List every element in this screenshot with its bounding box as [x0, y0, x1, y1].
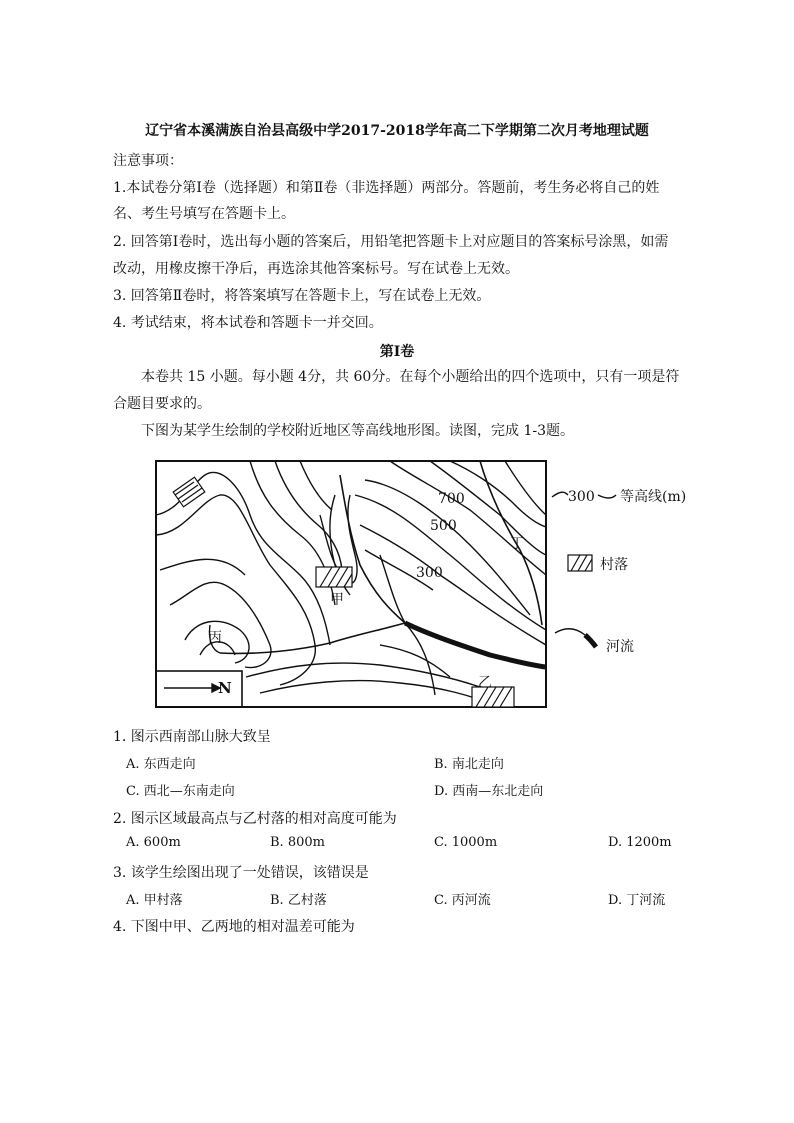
question-2-option-d: D. 1200m [608, 835, 672, 850]
question-3-option-b: B. 乙村落 [270, 893, 327, 908]
notice-item-1-line-2: 名、考生号填写在答题卡上。 [113, 206, 295, 222]
question-2-option-a: A. 600m [126, 835, 181, 850]
contour-label-300: 300 [416, 565, 443, 581]
legend-village-symbol [568, 555, 592, 571]
label-ding: 丁 [510, 536, 524, 552]
legend-river-line [555, 629, 585, 635]
notice-item-2-line-1: 2. 回答第Ⅰ卷时，选出每小题的答案后，用铅笔把答题卡上对应题目的答案标号涂黑，如需 [113, 234, 669, 250]
figure-intro: 下图为某学生绘制的学校附近地区等高线地形图。读图，完成 1-3题。 [141, 423, 574, 439]
section-title: 第Ⅰ卷 [379, 344, 415, 360]
question-3-option-a: A. 甲村落 [126, 893, 183, 908]
contour-line [156, 495, 315, 685]
notice-item-1-line-1: 1.本试卷分第Ⅰ卷（选择题）和第Ⅱ卷（非选择题）两部分。答题前，考生务必将自己的姓 [113, 180, 660, 196]
contour-line [160, 559, 245, 575]
map-legend [552, 488, 686, 655]
question-3-option-d: D. 丁河流 [608, 893, 666, 908]
question-4-stem: 4. 下图中甲、乙两地的相对温差可能为 [113, 919, 355, 935]
label-jia: 甲 [330, 592, 344, 608]
contour-line [390, 461, 546, 575]
question-2-option-c: C. 1000m [434, 835, 498, 850]
village-symbol-jia [316, 567, 352, 587]
question-1-stem: 1. 图示西南部山脉大致呈 [113, 729, 271, 745]
notice-item-4: 4. 考试结束，将本试卷和答题卡一并交回。 [113, 315, 383, 331]
page-title: 辽宁省本溪满族自治县高级中学2017-2018学年高二下学期第二次月考地理试题 [145, 123, 649, 139]
question-1-option-c: C. 西北—东南走向 [126, 784, 235, 799]
contour-line [505, 461, 546, 515]
label-bing: 丙 [208, 630, 222, 646]
notice-item-3: 3. 回答第Ⅱ卷时，将答案填写在答题卡上，写在试卷上无效。 [113, 288, 491, 304]
contour-map [150, 455, 687, 710]
label-yi: 乙 [478, 675, 492, 691]
legend-contour-line [552, 492, 568, 497]
legend-river-line-thick [585, 635, 596, 647]
contour-line [170, 582, 271, 667]
contour-label-500: 500 [430, 518, 457, 534]
river-line [220, 623, 405, 653]
question-1-option-a: A. 东西走向 [126, 757, 196, 772]
north-label: N [218, 679, 232, 697]
legend-river-label: 河流 [606, 639, 634, 655]
contour-line [246, 663, 480, 687]
legend-contour-value: 300 [568, 489, 595, 505]
legend-contour-label: 等高线(m) [620, 489, 687, 505]
notice-item-2-line-2: 改动，用橡皮擦干净后，再选涂其他答案标号。写在试卷上无效。 [113, 261, 519, 277]
contour-line [260, 681, 500, 707]
legend-village-label: 村落 [600, 557, 628, 573]
contour-line [380, 645, 450, 677]
notice-heading: 注意事项： [113, 153, 183, 169]
question-2-option-b: B. 800m [270, 835, 325, 850]
question-3-option-c: C. 丙河流 [434, 893, 491, 908]
contour-line [300, 461, 332, 510]
question-1-option-d: D. 西南—东北走向 [434, 784, 544, 799]
contour-line [430, 461, 546, 555]
question-1-option-b: B. 南北走向 [434, 757, 504, 772]
section-intro-line-1: 本卷共 15 小题。每小题 4分，共 60分。在每个小题给出的四个选项中，只有一项是符 [141, 369, 680, 385]
question-3-stem: 3. 该学生绘图出现了一处错误，该错误是 [113, 865, 369, 881]
legend-contour-line-tail [598, 495, 616, 498]
contour-label-700: 700 [438, 491, 465, 507]
question-2-stem: 2. 图示区域最高点与乙村落的相对高度可能为 [113, 811, 397, 827]
contour-line [355, 495, 546, 630]
section-intro-line-2: 合题目要求的。 [113, 396, 211, 412]
